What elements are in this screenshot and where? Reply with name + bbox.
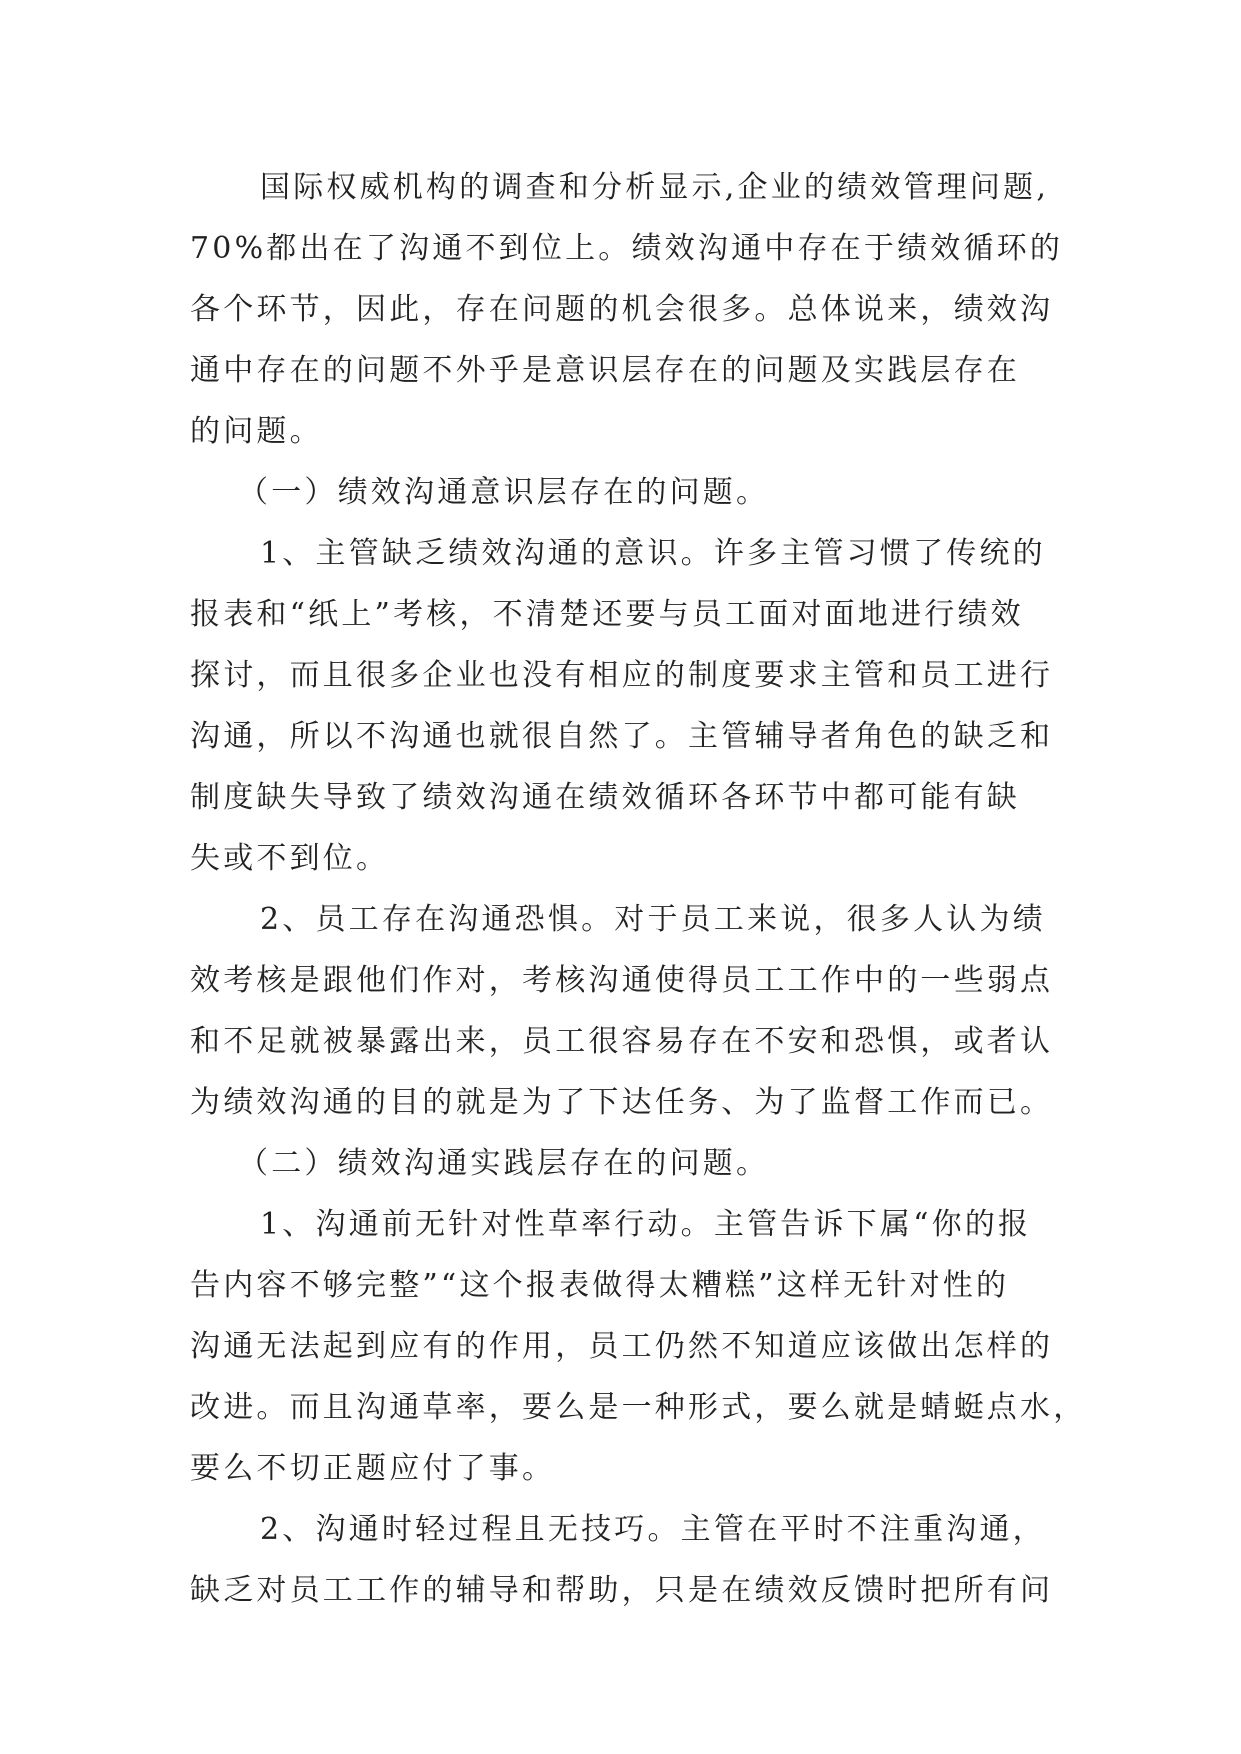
text-line: 改进。而且沟通草率，要么是一种形式，要么就是蜻蜓点水， [190, 1390, 1087, 1425]
text-line: 沟通，所以不沟通也就很自然了。主管辅导者角色的缺乏和 [190, 719, 1054, 754]
text-line: 缺乏对员工工作的辅导和帮助，只是在绩效反馈时把所有问 [190, 1573, 1054, 1608]
paragraph-item-2-practice [190, 1499, 1070, 1621]
text-line: 2、员工存在沟通恐惧。对于员工来说，很多人认为绩 [260, 902, 1046, 937]
document-body [190, 157, 1087, 1621]
text-line: 通中存在的问题不外乎是意识层存在的问题及实践层存在 [190, 353, 1020, 388]
paragraph-item-1-practice [190, 1194, 1087, 1499]
text-line: 效考核是跟他们作对，考核沟通使得员工工作中的一些弱点 [190, 963, 1054, 998]
text-line: 国际权威机构的调查和分析显示,企业的绩效管理问题, [260, 170, 1050, 205]
paragraph-item-1-awareness [190, 523, 1070, 889]
text-line: （一）绩效沟通意识层存在的问题。 [238, 475, 770, 510]
text-line: 1、沟通前无针对性草率行动。主管告诉下属“你的报 [260, 1207, 1032, 1242]
text-line: 失或不到位。 [190, 841, 390, 876]
text-line: 70%都出在了沟通不到位上。绩效沟通中存在于绩效循环的 [190, 231, 1064, 266]
section-heading-practice [190, 1133, 1070, 1194]
text-line: 要么不切正题应付了事。 [190, 1451, 556, 1486]
text-line: 为绩效沟通的目的就是为了下达任务、为了监督工作而已。 [190, 1085, 1054, 1120]
text-line: 1、主管缺乏绩效沟通的意识。许多主管习惯了传统的 [260, 536, 1046, 571]
text-line: 2、沟通时轻过程且无技巧。主管在平时不注重沟通， [260, 1512, 1046, 1547]
text-line: 的问题。 [190, 414, 323, 449]
text-line: （二）绩效沟通实践层存在的问题。 [238, 1146, 770, 1181]
text-line: 各个环节，因此，存在问题的机会很多。总体说来，绩效沟 [190, 292, 1054, 327]
text-line: 制度缺失导致了绩效沟通在绩效循环各环节中都可能有缺 [190, 780, 1020, 815]
text-line: 沟通无法起到应有的作用，员工仍然不知道应该做出怎样的 [190, 1329, 1054, 1364]
text-line: 探讨，而且很多企业也没有相应的制度要求主管和员工进行 [190, 658, 1054, 693]
paragraph-item-2-awareness [190, 889, 1070, 1133]
paragraph-intro [190, 157, 1070, 462]
text-line: 和不足就被暴露出来，员工很容易存在不安和恐惧，或者认 [190, 1024, 1054, 1059]
section-heading-awareness [190, 462, 1070, 523]
text-line: 告内容不够完整”“这个报表做得太糟糕”这样无针对性的 [190, 1268, 1010, 1303]
text-line: 报表和“纸上”考核，不清楚还要与员工面对面地进行绩效 [190, 597, 1024, 632]
